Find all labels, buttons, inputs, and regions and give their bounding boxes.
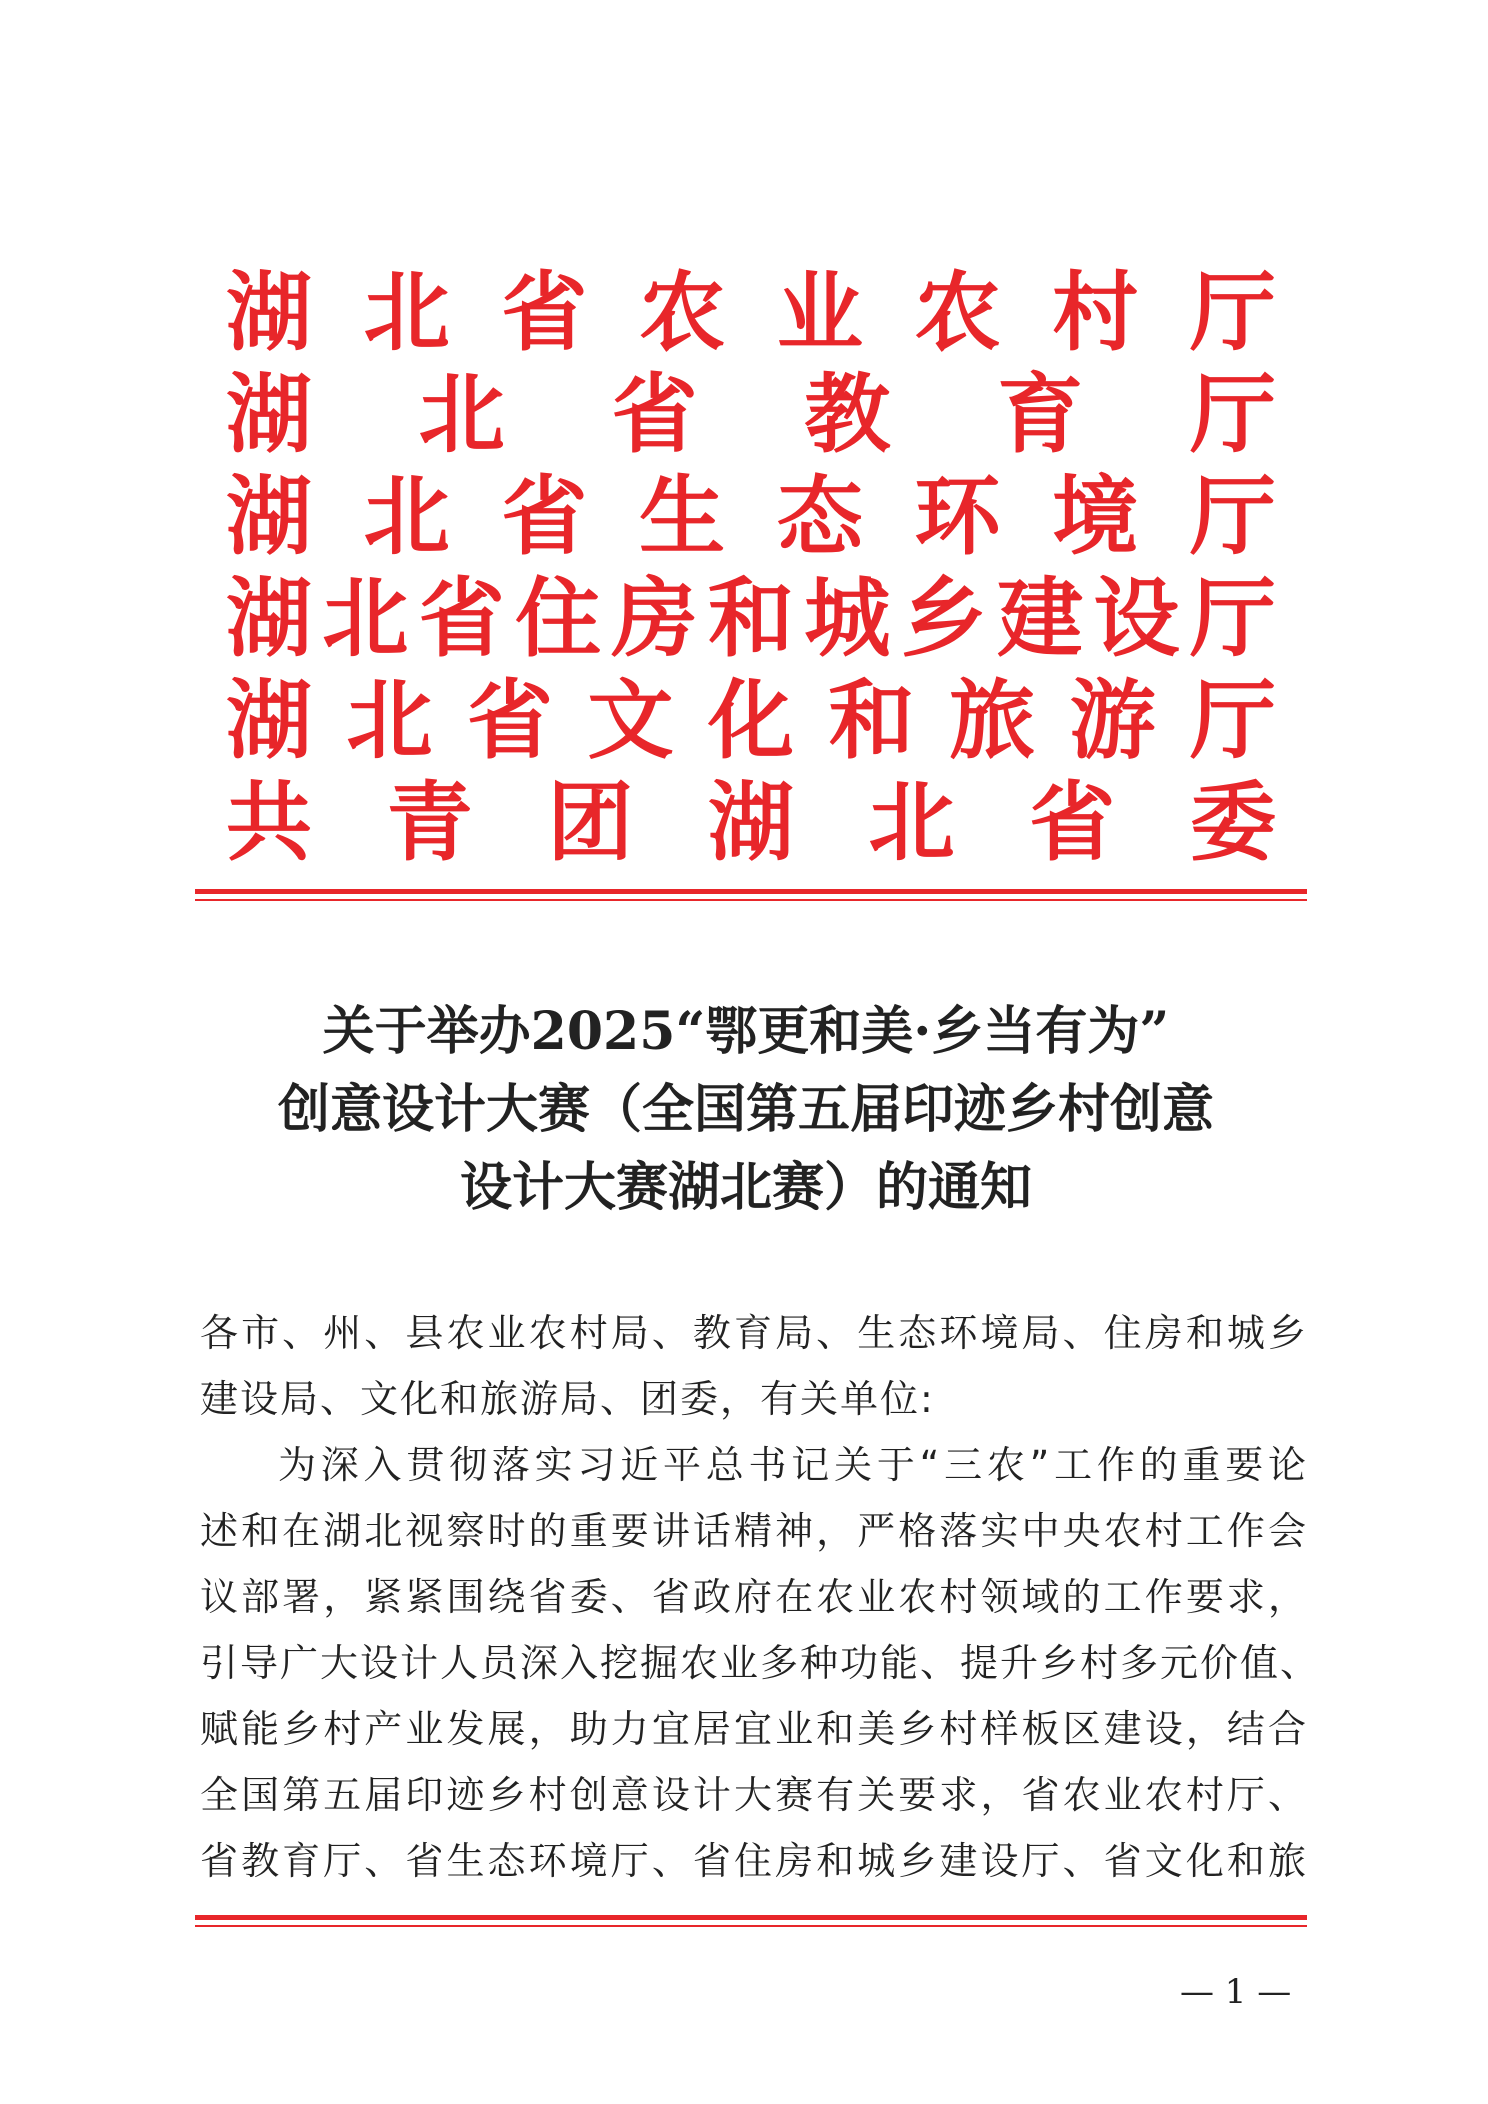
agency-name-char: 湖 (707, 772, 794, 873)
agency-name-char: 北 (418, 364, 505, 465)
salutation-line: 各市、州、县农业农村局、教育局、生态环境局、住房和城乡 (200, 1311, 1308, 1355)
agency-name-char: 教 (804, 364, 891, 465)
title-line: 关于举办2025“鄂更和美·乡当有为” (322, 1001, 1170, 1062)
salutation (200, 1300, 1308, 1432)
agency-name (226, 364, 1276, 466)
document-title (160, 993, 1332, 1227)
body-line: 为深入贯彻落实习近平总书记关于“三农”工作的重要论 (278, 1443, 1308, 1487)
agency-name-char: 村 (1052, 262, 1139, 363)
agency-name (226, 466, 1276, 568)
title-line: 创意设计大赛（全国第五届印迹乡村创意 (277, 1079, 1214, 1140)
agency-name-char: 省 (1029, 772, 1116, 873)
header-red-rule (195, 889, 1307, 894)
agency-name-char: 和 (828, 670, 915, 771)
body-line: 述和在湖北视察时的重要讲话精神，严格落实中央农村工作会 (200, 1509, 1308, 1553)
agency-name-char: 育 (997, 364, 1084, 465)
agency-name-char: 旅 (949, 670, 1035, 771)
agency-name (226, 670, 1276, 772)
salutation-line: 建设局、文化和旅游局、团委，有关单位: (200, 1377, 935, 1421)
agency-name-char: 建 (997, 568, 1084, 669)
agency-name-char: 生 (639, 466, 726, 567)
agency-name-char: 厅 (1189, 364, 1276, 465)
page-number: — 1 — (1180, 1972, 1292, 2012)
agency-name-char: 北 (363, 466, 450, 567)
agency-name-char: 厅 (1190, 670, 1276, 771)
agency-name-char: 化 (708, 670, 794, 771)
agency-name-char: 北 (346, 670, 433, 771)
agency-name-char: 设 (1093, 568, 1180, 669)
agency-name-char: 省 (501, 262, 588, 363)
agency-name-char: 房 (611, 568, 698, 669)
agency-name-char: 湖 (226, 364, 312, 465)
agency-name-char: 住 (515, 568, 602, 669)
agency-name-char: 业 (776, 262, 863, 363)
agency-name-char: 农 (639, 262, 726, 363)
agency-name-char: 厅 (1189, 568, 1276, 669)
agency-name-char: 北 (868, 772, 955, 873)
body-paragraph (200, 1432, 1321, 1894)
title-line: 设计大赛湖北赛）的通知 (459, 1157, 1032, 1218)
footer-red-rule (195, 1915, 1307, 1920)
agency-name-char: 乡 (900, 568, 987, 669)
agency-name-char: 境 (1052, 466, 1139, 567)
agency-name-char: 环 (914, 466, 1001, 567)
body-line: 赋能乡村产业发展，助力宜居宜业和美乡村样板区建设，结合 (200, 1707, 1308, 1751)
agency-name-char: 游 (1069, 670, 1156, 771)
body-line: 全国第五届印迹乡村创意设计大赛有关要求，省农业农村厅、 (200, 1773, 1308, 1817)
agency-name-char: 北 (363, 262, 450, 363)
agency-name-char: 湖 (226, 466, 312, 567)
agency-name-char: 湖 (226, 670, 312, 771)
agency-name-char: 共 (226, 772, 312, 873)
agency-name (226, 568, 1276, 670)
agency-name-char: 厅 (1189, 466, 1276, 567)
body-line: 省教育厅、省生态环境厅、省住房和城乡建设厅、省文化和旅 (200, 1839, 1308, 1883)
agency-name (226, 262, 1276, 364)
agency-name-char: 农 (914, 262, 1001, 363)
agency-name-char: 北 (322, 568, 409, 669)
agency-name-char: 省 (501, 466, 588, 567)
body-line: 引导广大设计人员深入挖掘农业多种功能、提升乡村多元价值、 (200, 1641, 1321, 1685)
agency-name-char: 团 (547, 772, 634, 873)
agency-name-char: 省 (418, 568, 505, 669)
issuing-agencies-masthead (226, 262, 1276, 874)
agency-name-char: 省 (467, 670, 553, 771)
agency-name-char: 省 (611, 364, 698, 465)
agency-name-char: 城 (804, 568, 891, 669)
agency-name-char: 湖 (226, 262, 312, 363)
agency-name-char: 委 (1189, 772, 1276, 873)
body-line: 议部署，紧紧围绕省委、省政府在农业农村领域的工作要求， (200, 1575, 1308, 1619)
agency-name (226, 772, 1276, 874)
agency-name-char: 和 (707, 568, 794, 669)
agency-name-char: 态 (776, 466, 863, 567)
agency-name-char: 青 (386, 772, 473, 873)
agency-name-char: 厅 (1189, 262, 1276, 363)
agency-name-char: 文 (587, 670, 674, 771)
agency-name-char: 湖 (226, 568, 312, 669)
